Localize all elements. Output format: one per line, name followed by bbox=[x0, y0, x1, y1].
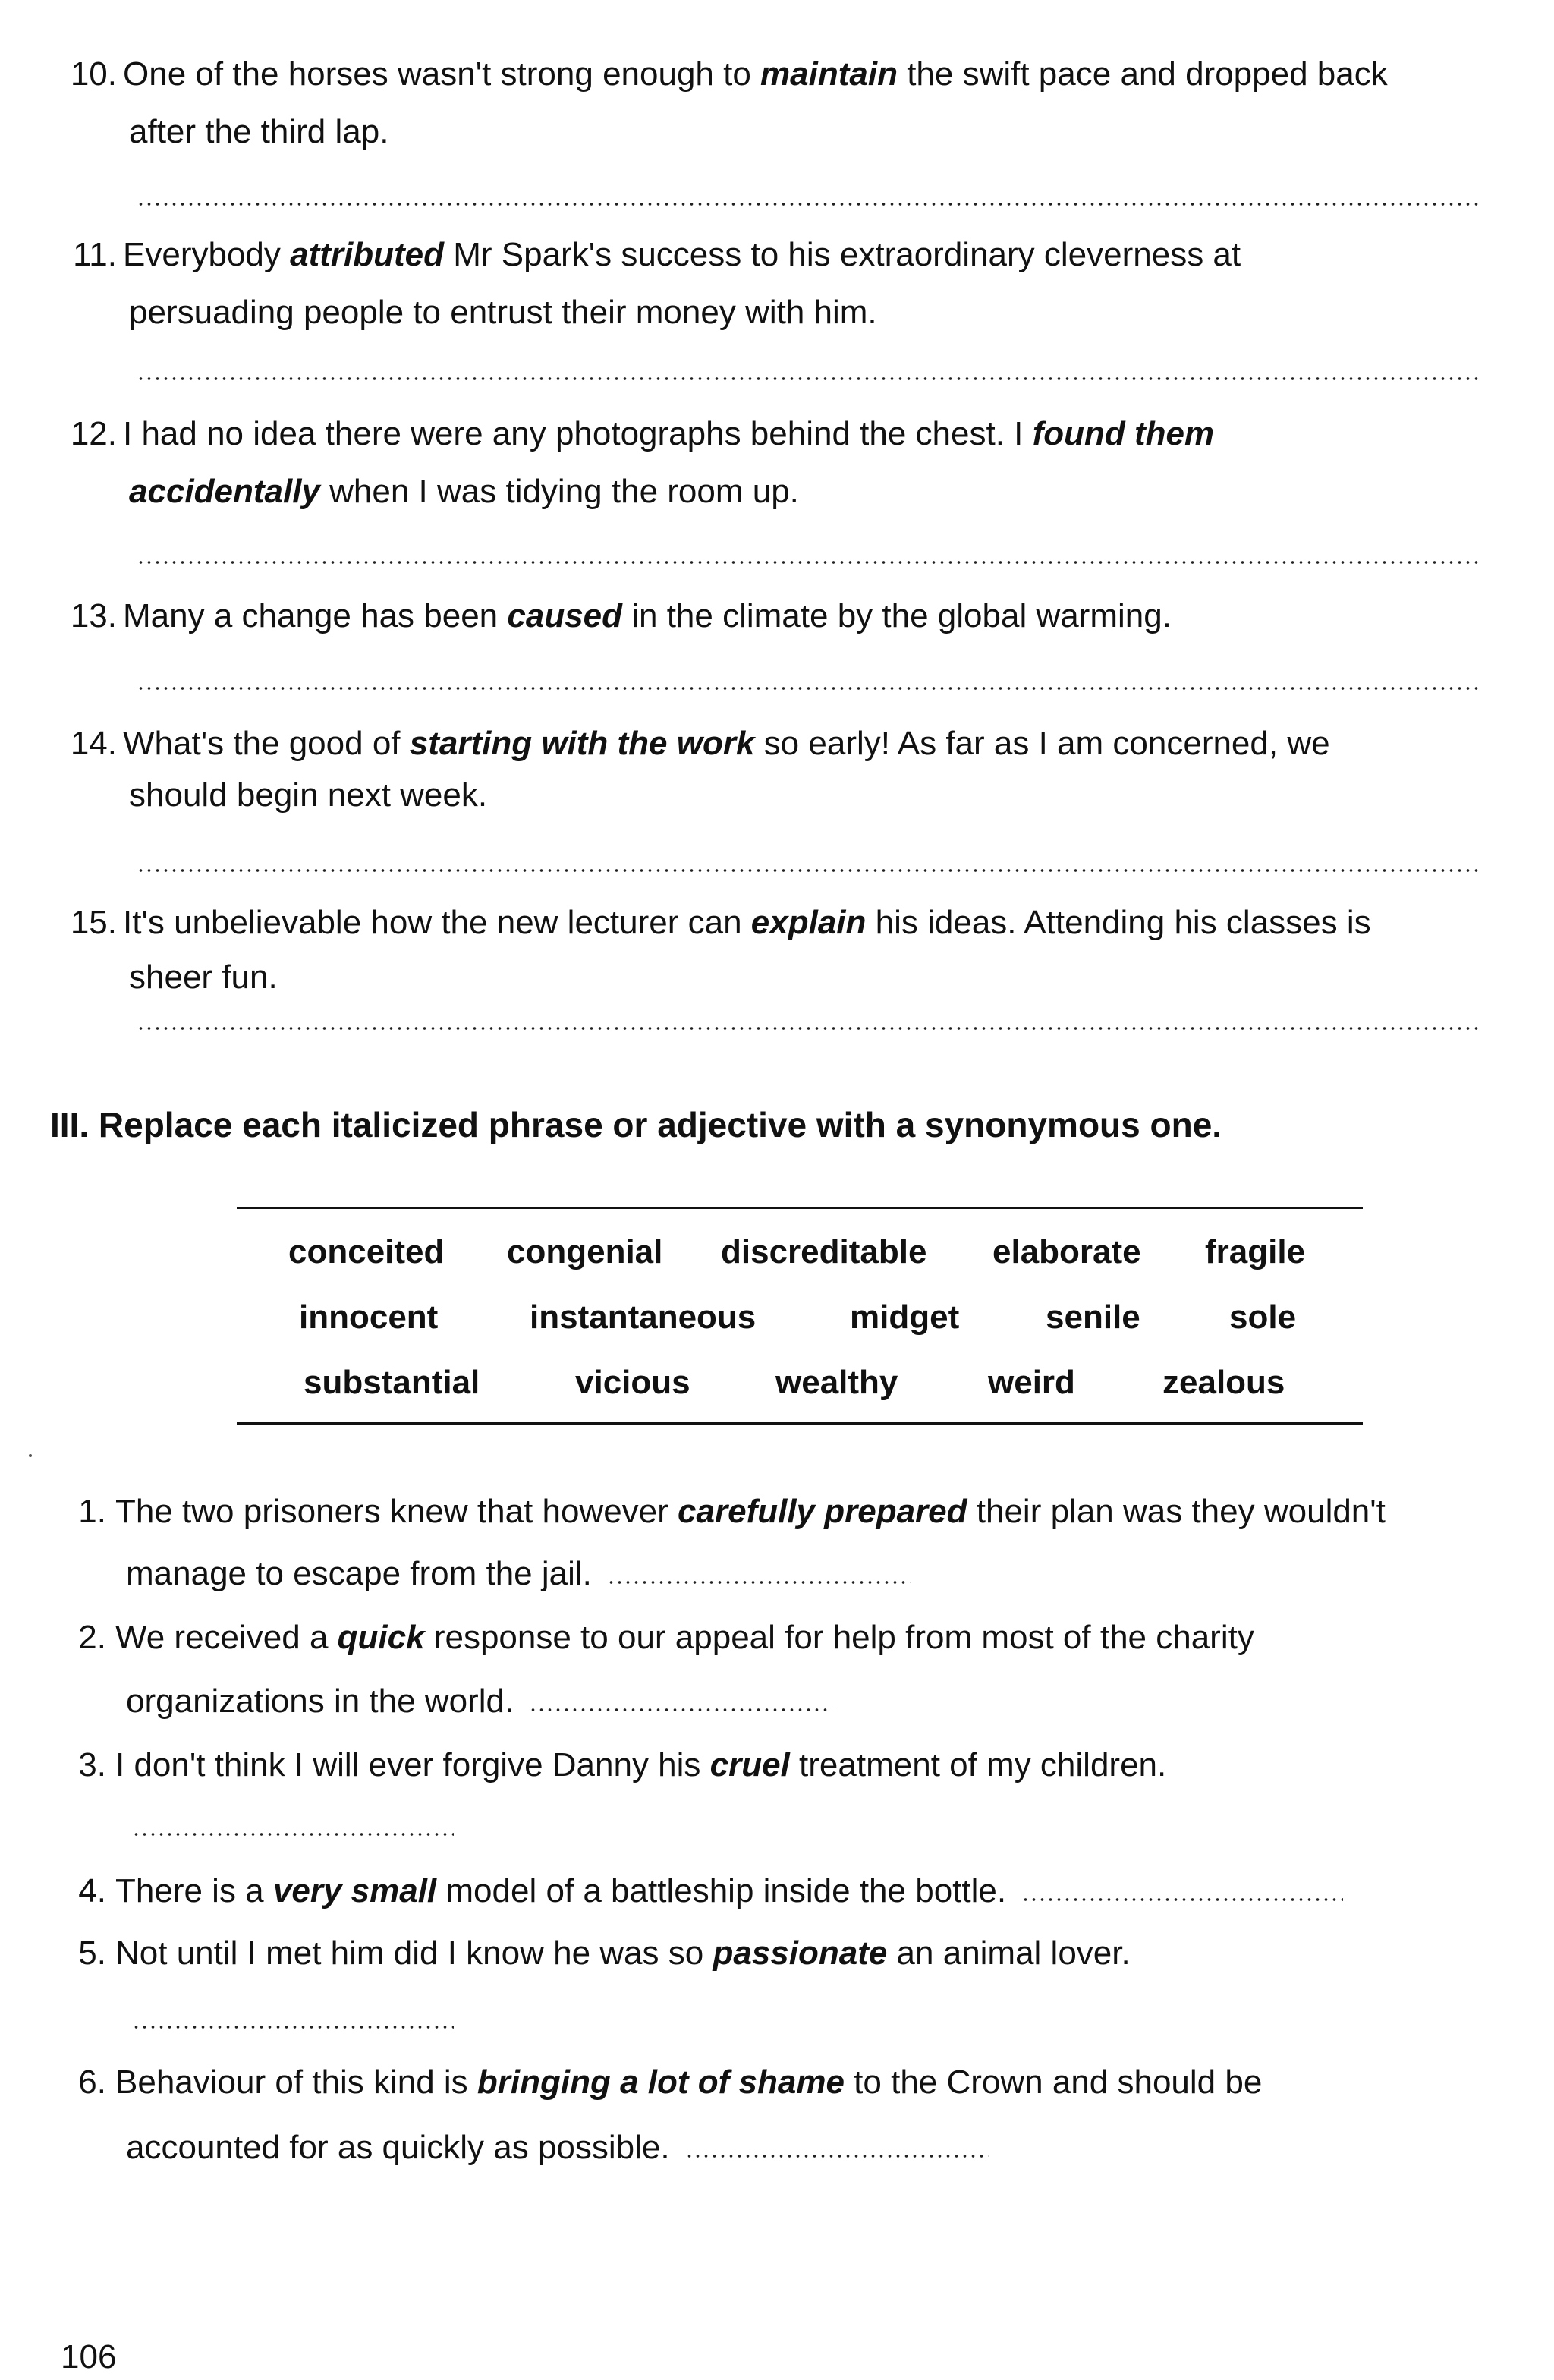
answer-dotted-line[interactable] bbox=[1021, 1897, 1343, 1902]
item-text: response to our appeal for help from most of the charity bbox=[424, 1619, 1254, 1656]
section-heading: III. Replace each italicized phrase or adjective with a synonymous one. bbox=[50, 1105, 1222, 1144]
item-number: 4. bbox=[78, 1872, 106, 1909]
item-text: their plan was they wouldn't bbox=[967, 1493, 1386, 1530]
word-option: midget bbox=[850, 1299, 960, 1336]
exercise-item-12-line-2 bbox=[129, 472, 799, 512]
item-text: It's unbelievable how the new lecturer can bbox=[123, 904, 751, 941]
answer-dotted-line[interactable] bbox=[529, 1708, 832, 1712]
word-option: substantial bbox=[304, 1364, 480, 1401]
item-keyword: maintain bbox=[760, 55, 898, 93]
scan-speck bbox=[29, 1454, 32, 1457]
item-number: 2. bbox=[78, 1619, 106, 1656]
exercise-item-1-line-2 bbox=[126, 1554, 911, 1594]
answer-dotted-line[interactable] bbox=[137, 202, 1480, 206]
item-keyword: cruel bbox=[709, 1746, 790, 1783]
item-text: an animal lover. bbox=[887, 1935, 1131, 1972]
item-number: 3. bbox=[78, 1746, 106, 1783]
item-text: Everybody bbox=[123, 236, 291, 273]
item-number: 10. bbox=[70, 55, 117, 93]
word-option: elaborate bbox=[992, 1233, 1141, 1270]
answer-dotted-line[interactable] bbox=[137, 868, 1480, 873]
item-text: to the Crown and should be bbox=[844, 2064, 1263, 2101]
item-number: 5. bbox=[78, 1935, 106, 1972]
word-option: instantaneous bbox=[530, 1299, 757, 1336]
item-text: the swift pace and dropped back bbox=[897, 55, 1388, 93]
word-option: zealous bbox=[1162, 1364, 1285, 1401]
item-text: so early! As far as I am concerned, we bbox=[754, 725, 1330, 762]
item-text: I had no idea there were any photographs behind the chest. I bbox=[123, 415, 1033, 452]
item-keyword: starting with the work bbox=[409, 725, 755, 762]
word-option: vicious bbox=[575, 1364, 690, 1401]
item-keyword: caused bbox=[507, 597, 623, 634]
item-keyword: bringing a lot of shame bbox=[477, 2064, 845, 2101]
item-number: 12. bbox=[70, 415, 117, 452]
item-text: organizations in the world. bbox=[126, 1683, 514, 1720]
word-option: conceited bbox=[288, 1233, 445, 1270]
item-keyword: attributed bbox=[290, 236, 444, 273]
item-text: his ideas. Attending his classes is bbox=[866, 904, 1371, 941]
answer-dotted-line[interactable] bbox=[137, 560, 1480, 565]
item-text: One of the horses wasn't strong enough to bbox=[123, 55, 761, 93]
item-keyword: explain bbox=[750, 904, 867, 941]
word-option: senile bbox=[1046, 1299, 1140, 1336]
item-text: The two prisoners knew that however bbox=[115, 1493, 678, 1530]
word-option: innocent bbox=[299, 1299, 439, 1336]
item-keyword: passionate bbox=[713, 1935, 888, 1972]
item-keyword: very small bbox=[272, 1872, 437, 1909]
item-text: manage to escape from the jail. bbox=[126, 1555, 592, 1592]
item-keyword: found them bbox=[1032, 415, 1215, 452]
word-option: fragile bbox=[1205, 1233, 1306, 1270]
word-option: sole bbox=[1229, 1299, 1297, 1336]
answer-dotted-line[interactable] bbox=[137, 376, 1480, 381]
item-number: 11. bbox=[73, 236, 117, 273]
exercise-item-14-line-2: should begin next week. bbox=[129, 776, 488, 814]
exercise-item-6-line-2 bbox=[126, 2128, 989, 2168]
item-number: 1. bbox=[78, 1493, 106, 1530]
item-text: I don't think I will ever forgive Danny his bbox=[115, 1746, 710, 1783]
item-text: Behaviour of this kind is bbox=[115, 2064, 477, 2101]
item-keyword: carefully prepared bbox=[678, 1493, 967, 1530]
item-keyword: accidentally bbox=[129, 473, 320, 510]
item-number: 15. bbox=[70, 904, 117, 941]
answer-dotted-line[interactable] bbox=[132, 2025, 454, 2029]
item-text: when I was tidying the room up. bbox=[319, 473, 799, 510]
item-number: 13. bbox=[70, 597, 117, 634]
item-text: We received a bbox=[115, 1619, 338, 1656]
item-text: Mr Spark's success to his extraordinary cleverness at bbox=[444, 236, 1241, 273]
item-text: model of a battleship inside the bottle. bbox=[436, 1872, 1007, 1909]
page-number: 106 bbox=[61, 2338, 117, 2375]
item-keyword: quick bbox=[337, 1619, 425, 1656]
answer-dotted-line[interactable] bbox=[137, 686, 1480, 691]
item-number: 14. bbox=[70, 725, 117, 762]
answer-dotted-line[interactable] bbox=[132, 1832, 454, 1837]
word-box-top-rule bbox=[237, 1207, 1363, 1209]
exercise-item-10-line-2: after the third lap. bbox=[129, 113, 389, 150]
word-option: congenial bbox=[507, 1233, 663, 1270]
word-option: wealthy bbox=[775, 1364, 898, 1401]
item-text: in the climate by the global warming. bbox=[622, 597, 1172, 634]
item-text: There is a bbox=[115, 1872, 273, 1909]
item-text: What's the good of bbox=[123, 725, 410, 762]
word-box-bottom-rule bbox=[237, 1422, 1363, 1425]
exercise-item-11-line-2: persuading people to entrust their money with him. bbox=[129, 294, 877, 331]
answer-dotted-line[interactable] bbox=[607, 1580, 911, 1585]
item-number: 6. bbox=[78, 2064, 106, 2101]
word-option: discreditable bbox=[721, 1233, 927, 1270]
item-text: treatment of my children. bbox=[789, 1746, 1167, 1783]
exercise-item-15-line-2: sheer fun. bbox=[129, 959, 278, 996]
item-text: Not until I met him did I know he was so bbox=[115, 1935, 713, 1972]
item-text: accounted for as quickly as possible. bbox=[126, 2129, 670, 2166]
answer-dotted-line[interactable] bbox=[137, 1026, 1480, 1031]
item-text: Many a change has been bbox=[123, 597, 508, 634]
answer-dotted-line[interactable] bbox=[685, 2154, 989, 2158]
exercise-item-2-line-2 bbox=[126, 1682, 832, 1721]
word-option: weird bbox=[988, 1364, 1075, 1401]
